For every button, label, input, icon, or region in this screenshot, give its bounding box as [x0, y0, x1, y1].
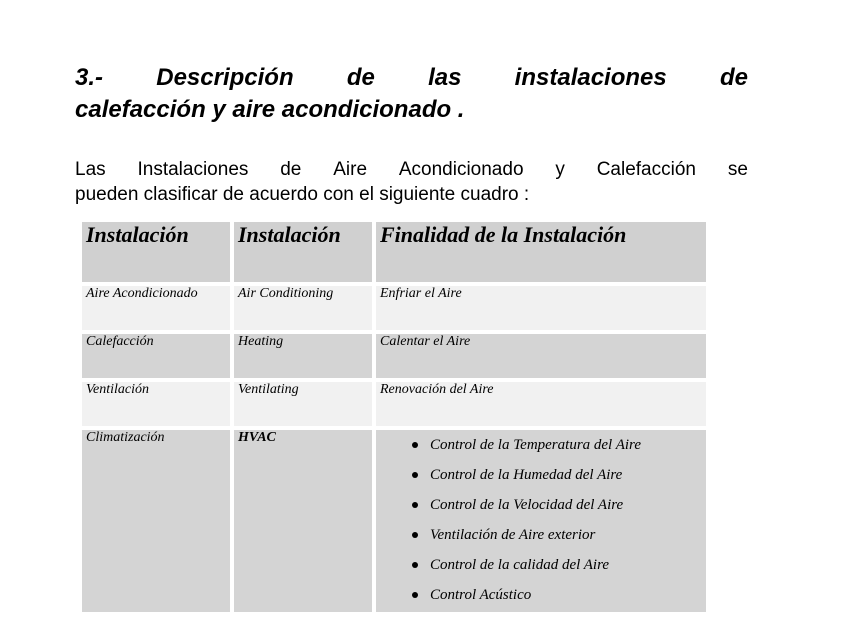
table-row: [82, 286, 706, 330]
header-cell: [376, 222, 706, 282]
heading-line-1: [75, 62, 748, 94]
cell-installation: Ventilación: [82, 382, 230, 426]
cell-purpose: [376, 430, 706, 612]
cell-purpose: Renovación del Aire: [376, 382, 706, 426]
heading-word: de: [719, 64, 748, 91]
list-item: Control de la Velocidad del Aire: [430, 490, 702, 520]
header-cell: [234, 222, 372, 282]
cell-installation: Aire Acondicionado: [82, 286, 230, 330]
cell-installation-en: Ventilating: [234, 382, 372, 426]
list-item: Ventilación de Aire exterior: [430, 520, 702, 550]
cell-installation-en: [234, 430, 372, 612]
intro-word: Calefacción: [596, 159, 696, 180]
table-row: [82, 382, 706, 426]
table-row: [82, 334, 706, 378]
section-heading: [75, 62, 748, 126]
list-item: Control Acústico: [430, 580, 702, 610]
heading-word: 3.-: [75, 64, 104, 91]
intro-paragraph: [75, 157, 748, 207]
heading-word: las: [428, 64, 462, 91]
heading-word: instalaciones: [514, 64, 667, 91]
header-installation: Instalación: [86, 222, 189, 247]
cell-installation-en: Heating: [234, 334, 372, 378]
heading-word: de: [346, 64, 375, 91]
intro-word: se: [727, 159, 748, 180]
intro-word: y: [555, 159, 565, 180]
header-installation-en: Instalación: [238, 222, 341, 247]
cell-installation-en: Air Conditioning: [234, 286, 372, 330]
table-header-row: [82, 222, 706, 282]
header-cell: [82, 222, 230, 282]
intro-word: de: [280, 159, 302, 180]
heading-word: Descripción: [156, 64, 294, 91]
header-purpose: Finalidad de la Instalación: [380, 222, 627, 247]
table-row: [82, 430, 706, 612]
cell-installation: Calefacción: [82, 334, 230, 378]
hvac-label: HVAC: [238, 430, 276, 445]
cell-purpose: Calentar el Aire: [376, 334, 706, 378]
intro-word: Aire: [333, 159, 368, 180]
intro-word: Acondicionado: [398, 159, 524, 180]
heading-line-2: calefacción y aire acondicionado .: [75, 96, 465, 123]
purpose-bullet-list: [380, 430, 702, 610]
intro-word: Instalaciones: [137, 159, 249, 180]
cell-purpose: Enfriar el Aire: [376, 286, 706, 330]
intro-line-1: [75, 157, 748, 182]
list-item: Control de la calidad del Aire: [430, 550, 702, 580]
cell-installation: Climatización: [82, 430, 230, 612]
intro-line-2: pueden clasificar de acuerdo con el siguiente cuadro :: [75, 184, 530, 205]
installations-table: [78, 218, 710, 616]
intro-word: Las: [75, 159, 106, 180]
list-item: Control de la Temperatura del Aire: [430, 430, 702, 460]
list-item: Control de la Humedad del Aire: [430, 460, 702, 490]
